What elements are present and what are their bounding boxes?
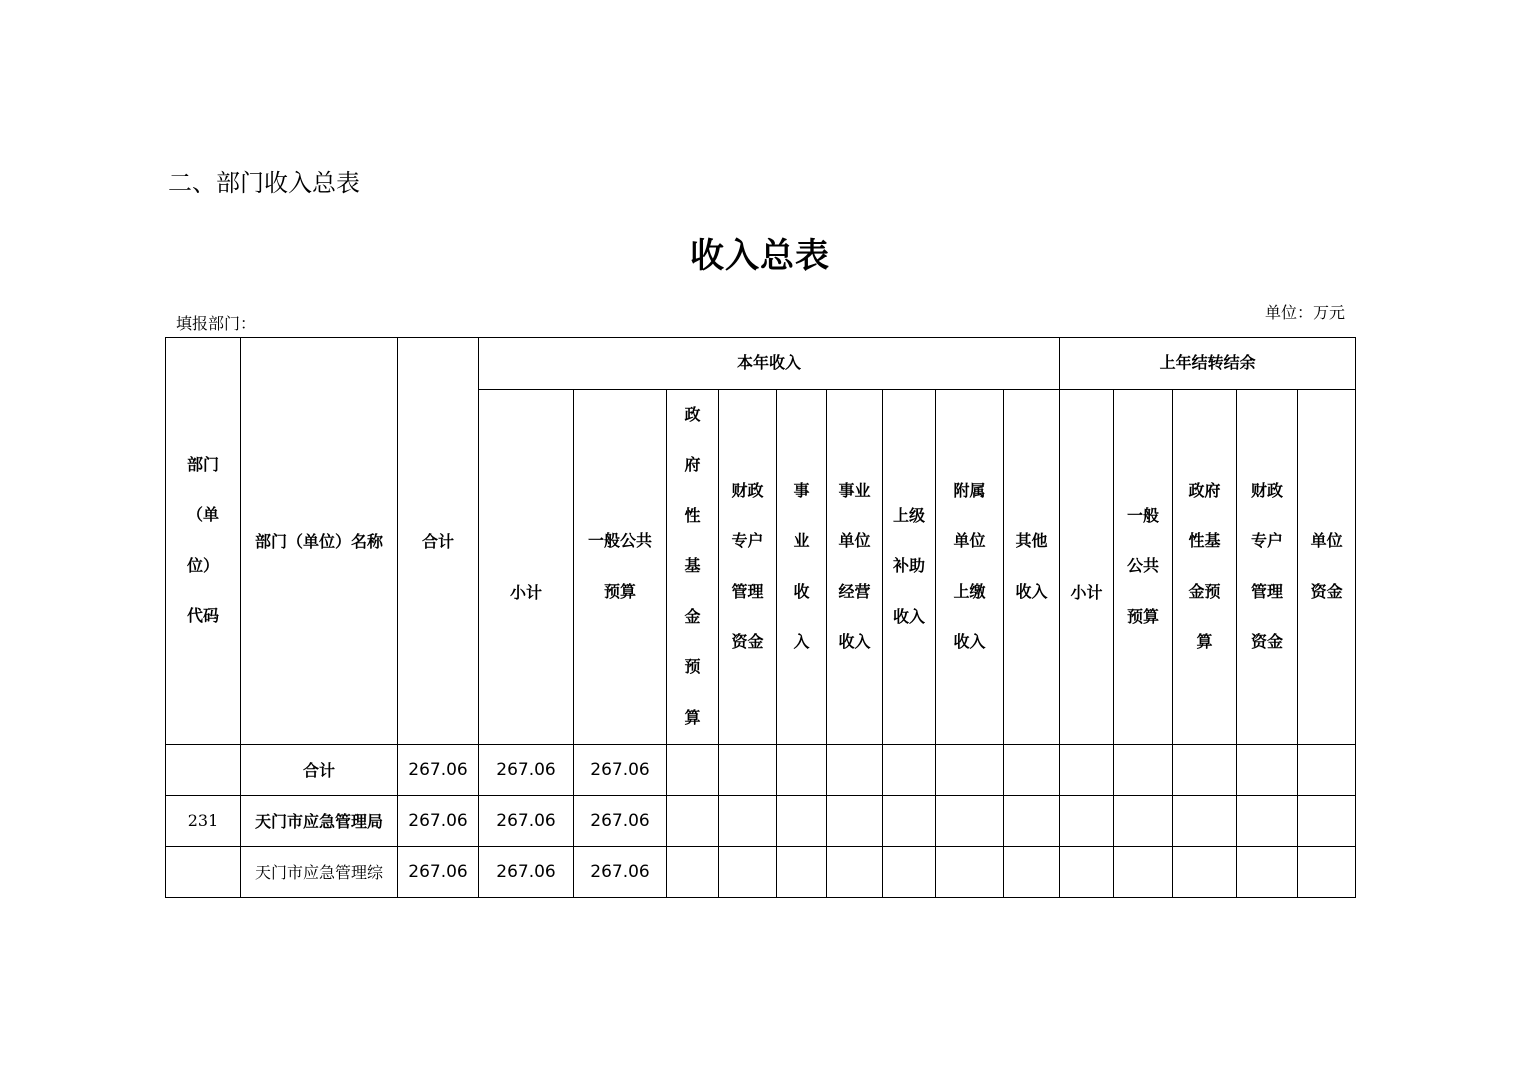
row-code (166, 744, 241, 795)
empty-cell (777, 744, 827, 795)
empty-cell (883, 795, 936, 846)
row-subtotal: 267.06 (479, 744, 574, 795)
row-name: 天门市应急管理综 (241, 846, 398, 897)
header-current-other-income: 其他收入 (1004, 389, 1060, 744)
header-current-fund-budget: 政府性基金预算 (667, 389, 719, 744)
unit-label: 单位：万元 (1265, 303, 1346, 322)
row-general-budget: 267.06 (574, 846, 667, 897)
header-total: 合计 (398, 338, 479, 745)
table-row (166, 795, 1356, 846)
empty-cell (936, 744, 1004, 795)
empty-cell (883, 744, 936, 795)
empty-cell (1060, 846, 1114, 897)
empty-cell (777, 795, 827, 846)
empty-cell (1173, 744, 1237, 795)
header-current-general-budget: 一般公共预算 (574, 389, 667, 744)
header-current-subtotal: 小计 (479, 389, 574, 744)
empty-cell (936, 846, 1004, 897)
empty-cell (827, 846, 883, 897)
empty-cell (719, 846, 777, 897)
row-total: 267.06 (398, 795, 479, 846)
row-total: 267.06 (398, 744, 479, 795)
header-row-1 (166, 338, 1356, 390)
empty-cell (1004, 795, 1060, 846)
header-current-business-income: 事业收入 (777, 389, 827, 744)
empty-cell (1298, 795, 1356, 846)
row-total: 267.06 (398, 846, 479, 897)
empty-cell (1173, 795, 1237, 846)
department-label: 填报部门： (176, 314, 257, 333)
row-subtotal: 267.06 (479, 795, 574, 846)
empty-cell (1237, 846, 1298, 897)
section-title: 二、部门收入总表 (168, 169, 360, 197)
empty-cell (667, 744, 719, 795)
empty-cell (1173, 846, 1237, 897)
row-code (166, 846, 241, 897)
empty-cell (1114, 846, 1173, 897)
header-current-operating-income: 事业单位经营收入 (827, 389, 883, 744)
empty-cell (1004, 846, 1060, 897)
table-row (166, 846, 1356, 897)
table-row (166, 744, 1356, 795)
empty-cell (1237, 744, 1298, 795)
document-title: 收入总表 (690, 236, 830, 276)
header-name: 部门（单位）名称 (241, 338, 398, 745)
empty-cell (827, 795, 883, 846)
empty-cell (719, 795, 777, 846)
header-current-year: 本年收入 (479, 338, 1060, 390)
row-name: 合计 (241, 744, 398, 795)
empty-cell (719, 744, 777, 795)
empty-cell (827, 744, 883, 795)
header-current-special-account: 财政专户管理资金 (719, 389, 777, 744)
header-current-affiliate-income: 附属单位上缴收入 (936, 389, 1004, 744)
empty-cell (1060, 795, 1114, 846)
empty-cell (936, 795, 1004, 846)
header-prior-general-budget: 一般公共预算 (1114, 389, 1173, 744)
header-prior-subtotal: 小计 (1060, 389, 1114, 744)
row-code: 231 (166, 795, 241, 846)
income-summary-table (165, 337, 1356, 898)
row-name: 天门市应急管理局 (241, 795, 398, 846)
empty-cell (667, 795, 719, 846)
empty-cell (1004, 744, 1060, 795)
row-general-budget: 267.06 (574, 795, 667, 846)
empty-cell (883, 846, 936, 897)
empty-cell (1298, 846, 1356, 897)
header-prior-year: 上年结转结余 (1060, 338, 1356, 390)
empty-cell (667, 846, 719, 897)
empty-cell (1237, 795, 1298, 846)
header-prior-unit-funds: 单位资金 (1298, 389, 1356, 744)
row-general-budget: 267.06 (574, 744, 667, 795)
empty-cell (1114, 744, 1173, 795)
header-code: 部门（单位）代码 (166, 338, 241, 745)
header-current-subsidy-income: 上级补助收入 (883, 389, 936, 744)
header-prior-fund-budget: 政府性基金预算 (1173, 389, 1237, 744)
empty-cell (1060, 744, 1114, 795)
empty-cell (777, 846, 827, 897)
empty-cell (1298, 744, 1356, 795)
header-prior-special-account: 财政专户管理资金 (1237, 389, 1298, 744)
empty-cell (1114, 795, 1173, 846)
row-subtotal: 267.06 (479, 846, 574, 897)
